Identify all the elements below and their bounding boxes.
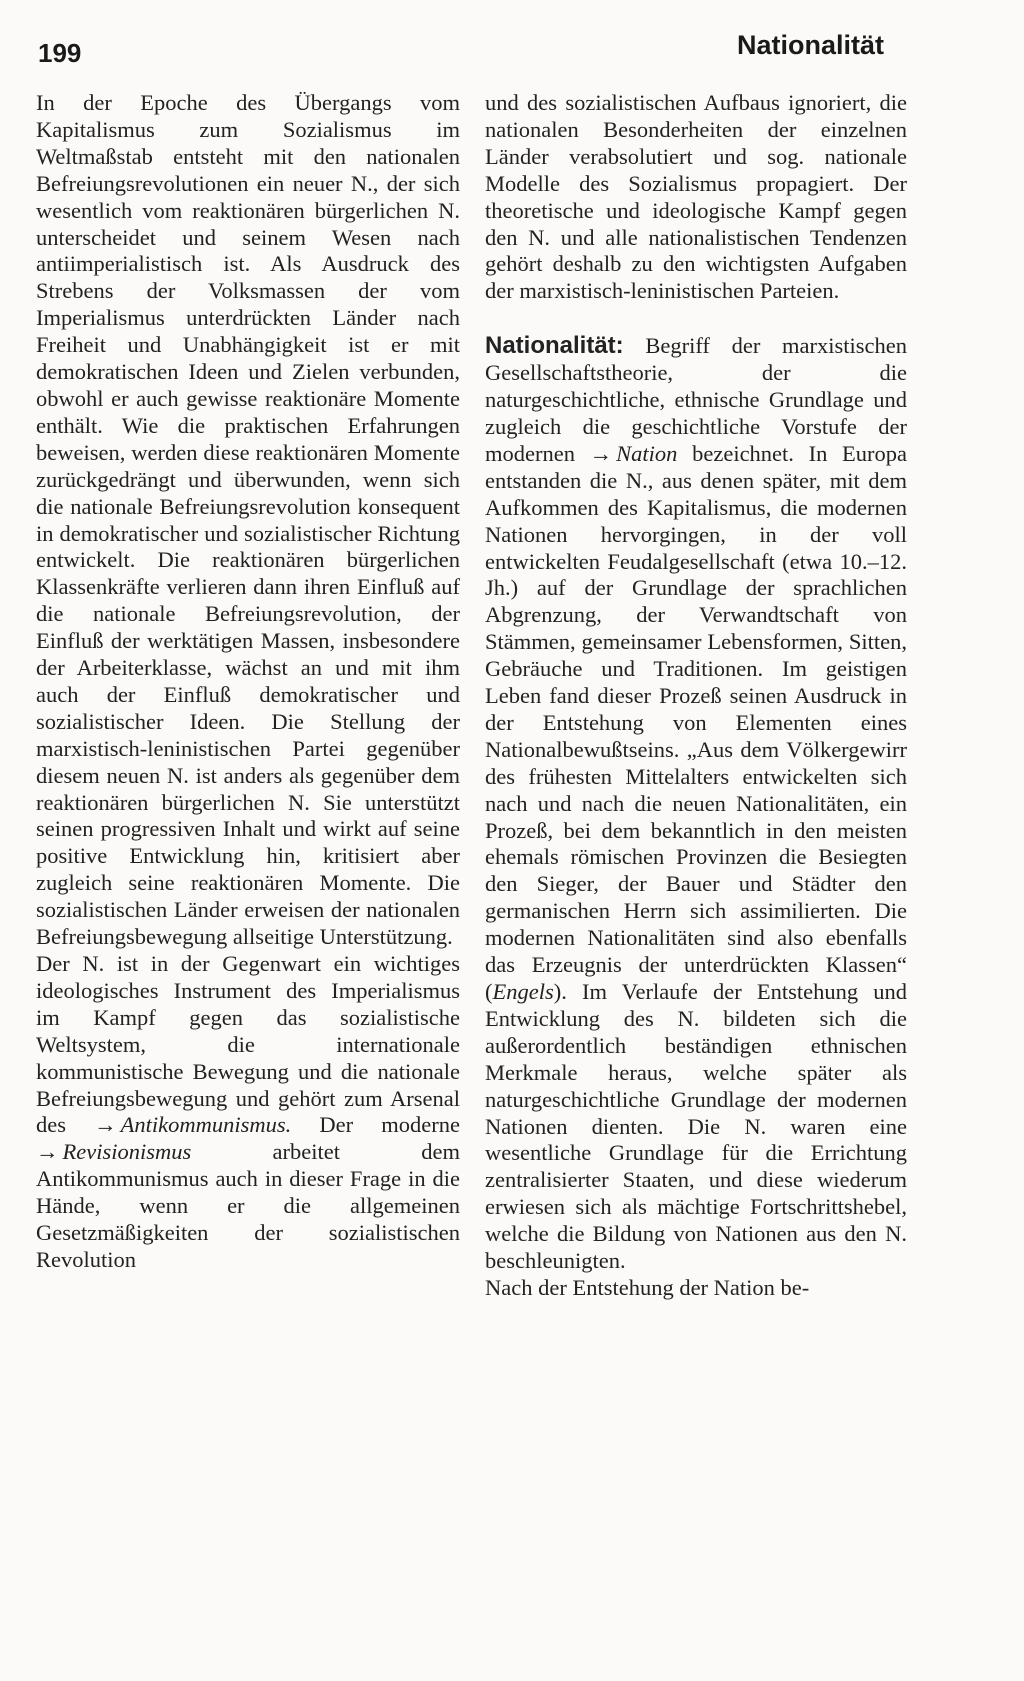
entry-nationalitaet <box>485 333 907 1275</box>
arrow-right-icon: → <box>589 440 613 466</box>
cross-reference-nation: Nation <box>616 440 678 466</box>
cross-reference-antikommunismus: Antikommunismus. <box>120 1112 292 1138</box>
arrow-right-icon: → <box>94 1112 117 1138</box>
paragraph-text: arbeitet dem Antikommunismus auch in dieser Frage in die Hände, wenn er die allgemeinen Gesetzmäßigkeiten der sozialistischen Revolution <box>36 1139 460 1272</box>
cited-author: Engels <box>492 979 554 1004</box>
entry-term: Nationalität: <box>485 332 624 360</box>
paragraph <box>36 951 460 1274</box>
paragraph-text: Der moderne <box>319 1112 460 1138</box>
entry-text: Begriff der marxistischen Gesellschaftstheorie, der die naturgeschichtliche, ethnische Grundlage und zugleich die geschichtliche Vorstufe der modernen <box>485 333 907 466</box>
page-number: 199 <box>38 38 82 68</box>
left-column <box>36 90 460 1274</box>
paragraph-gap <box>485 305 907 333</box>
paragraph: und des sozialistischen Aufbaus ignoriert, die nationalen Besonderheiten der einzelnen Länder verabsolutiert und sog. nationale Modelle des Sozialismus propagiert. Der theoretische und ideologische Kampf gegen den N. und alle nationalistischen Tendenzen gehört deshalb zu den wichtigsten Aufgaben der marxistisch-leninistischen Parteien. <box>485 90 907 304</box>
paragraph: In der Epoche des Übergangs vom Kapitalismus zum Sozialismus im Weltmaßstab entsteht mit den nationalen Befreiungsrevolutionen ein neuer N., der sich wesentlich vom reaktionären bürgerlichen N. unterscheidet und seinem Wesen nach antiimperialistisch ist. Als Ausdruck des Strebens der Volksmassen der vom Imperialismus unterdrückten Länder nach Freiheit und Unabhängigkeit ist er mit demokratischen Ideen und Zielen verbunden, obwohl er auch gewisse reaktionäre Momente enthält. Wie die praktischen Erfahrungen beweisen, werden diese reaktionären Momente zurückgedrängt und überwunden, wenn sich die nationale Befreiungsrevolution konsequent in demokratischer und sozialistischer Richtung entwickelt. Die reaktionären bürgerlichen Klassenkräfte verlieren dann ihren Einfluß auf die nationale Befreiungsrevolution, der Einfluß der werktätigen Massen, insbesondere der Arbeiterklasse, wächst an und mit ihm auch der Einfluß demokratischer und sozialistischer Ideen. Die Stellung der marxistisch-leninistischen Partei gegenüber diesem neuen N. ist anders als gegenüber dem reaktionären bürgerlichen N. Sie unterstützt seinen progressiven Inhalt und wirkt auf seine positive Entwicklung hin, kritisiert aber zugleich seine reaktionären Momente. Die sozialistischen Länder erweisen der nationalen Befreiungsbewegung allseitige Unterstützung. <box>36 90 460 950</box>
entry-text: ). Im Verlaufe der Entstehung und Entwicklung des N. bildeten sich die außerordentlich beständigen ethnischen Merkmale heraus, welche später als naturgeschichtliche Grundlage der modernen Nationen dienten. Die N. waren eine wesentliche Grundlage für die Errichtung zentralisierter Staaten, und diese wiederum erwiesen sich als mächtige Fortschrittshebel, welche die Bildung von Nationen aus den N. beschleunigten. <box>485 979 907 1274</box>
paragraph-text: Der N. ist in der Gegenwart ein wichtiges ideologisches Instrument des Imperialismus im Kampf gegen das sozialistische Weltsystem, die internationale kommunistische Bewegung und die nationale Befreiungsbewegung und gehört zum Arsenal des <box>36 951 460 1138</box>
running-head: Nationalität <box>736 30 884 60</box>
cross-reference-revisionismus: Revisionismus <box>62 1139 192 1165</box>
paragraph: Nach der Entstehung der Nation be- <box>485 1274 810 1300</box>
entry-text: bezeichnet. In Europa entstanden die N., aus denen später, mit dem Aufkommen des Kapitalismus, die modernen Nationen hervorgingen, in der voll entwickelten Feudalgesellschaft (etwa 10.–12. Jh.) auf der Grundlage der sprachlichen Abgrenzung, der Verwandtschaft von Stämmen, gemeinsamer Lebensformen, Sitten, Gebräuche und Traditionen. Im geistigen Leben fand dieser Prozeß seinen Ausdruck in der Entstehung von Elementen eines Nationalbewußtseins. „Aus dem Völkergewirr des frühesten Mittelalters entwickelten sich nach und nach die neuen Nationalitäten, ein Prozeß, bei dem bekanntlich in den meisten ehemals römischen Provinzen die Besiegten den Sieger, der Bauer und Städter den germanischen Herrn sich assimilierten. Die modernen Nationalitäten sind also ebenfalls das Erzeugnis der unterdrückten Klassen“ ( <box>485 440 908 1004</box>
right-column <box>485 90 907 1302</box>
arrow-right-icon: → <box>36 1139 59 1165</box>
